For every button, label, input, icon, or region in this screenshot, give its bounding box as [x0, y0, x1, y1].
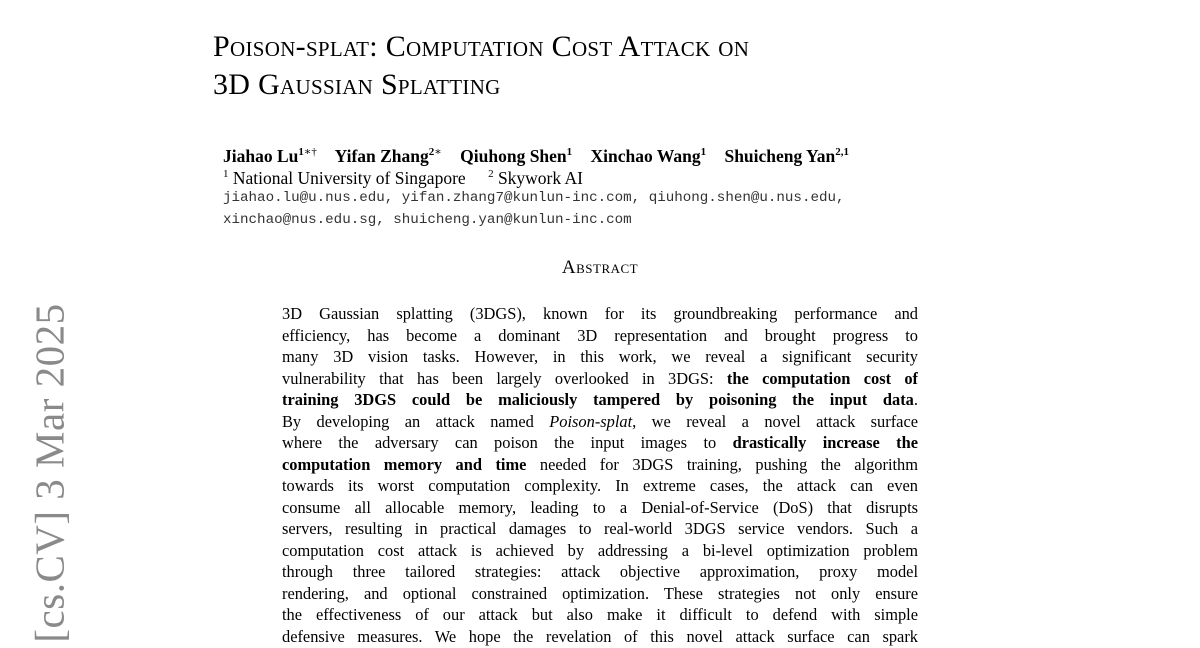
abstract-line: many 3D vision tasks. However, in this work, we reveal a significant security	[282, 347, 918, 366]
abstract-line: servers, resulting in practical damages to real-world 3DGS service vendors. Such a	[282, 519, 918, 538]
affiliation: $^2$ Skywork AI	[488, 167, 584, 188]
affiliation-list	[223, 163, 1043, 189]
abstract-line: consume all allocable memory, leading to a Denial-of-Service (DoS) that disrupts	[282, 497, 918, 517]
abstract-line: rendering, and optional constrained optimization. These strategies not only ensure	[282, 583, 918, 603]
abstract-line: computation cost attack is achieved by addressing a bi-level optimization problem	[282, 540, 918, 560]
abstract-line: the effectiveness of our attack but also make it difficult to defend with simple	[282, 605, 918, 624]
abstract-line: efficiency, has become a dominant 3D representation and brought progress to	[282, 325, 918, 345]
abstract-line: training 3DGS could be maliciously tampered by poisoning the input data.	[282, 390, 918, 409]
abstract-line: By developing an attack named Poison-splat, we reveal a novel attack surface	[282, 411, 918, 431]
abstract-line: 3D Gaussian splatting (3DGS), known for its groundbreaking performance and	[282, 304, 918, 323]
author: Xinchao Wang$^1$	[590, 145, 707, 166]
title-line-1: Poison-splat: Computation Cost Attack on	[213, 30, 750, 63]
abstract-heading: Abstract	[561, 257, 639, 278]
abstract-line: vulnerability that has been largely overlooked in 3DGS: the computation cost of	[282, 368, 918, 388]
abstract-line: towards its worst computation complexity. In extreme cases, the attack can even	[282, 476, 918, 495]
email-line-1: jiahao.lu@u.nus.edu, yifan.zhang7@kunlun-inc.com, qiuhong.shen@u.nus.edu,	[223, 190, 845, 206]
title-line-2: 3D Gaussian Splatting	[213, 68, 501, 101]
author: Qiuhong Shen$^1$	[460, 145, 573, 166]
affiliation: $^1$ National University of Singapore	[223, 167, 466, 188]
abstract-line: defensive measures. We hope the revelation of this novel attack surface can spark	[282, 626, 918, 646]
abstract-line: through three tailored strategies: attack objective approximation, proxy model	[282, 562, 918, 581]
author: Yifan Zhang$^{2∗}$	[334, 145, 442, 166]
abstract-line: where the adversary can poison the input images to drastically increase the	[282, 433, 918, 452]
email-line-2: xinchao@nus.edu.sg, shuicheng.yan@kunlun-inc.com	[223, 212, 632, 228]
abstract-line: computation memory and time needed for 3DGS training, pushing the algorithm	[282, 454, 918, 474]
arxiv-stamp-text: [cs.CV] 3 Mar 2025	[27, 303, 74, 643]
author: Shuicheng Yan$^{2,1}$	[724, 145, 849, 166]
arxiv-side-stamp	[20, 298, 80, 648]
paper-title	[213, 28, 973, 104]
email-list	[223, 187, 1073, 231]
author: Jiahao $Lu^{1∗\dagger}$	[223, 145, 317, 166]
abstract-body	[282, 303, 918, 647]
